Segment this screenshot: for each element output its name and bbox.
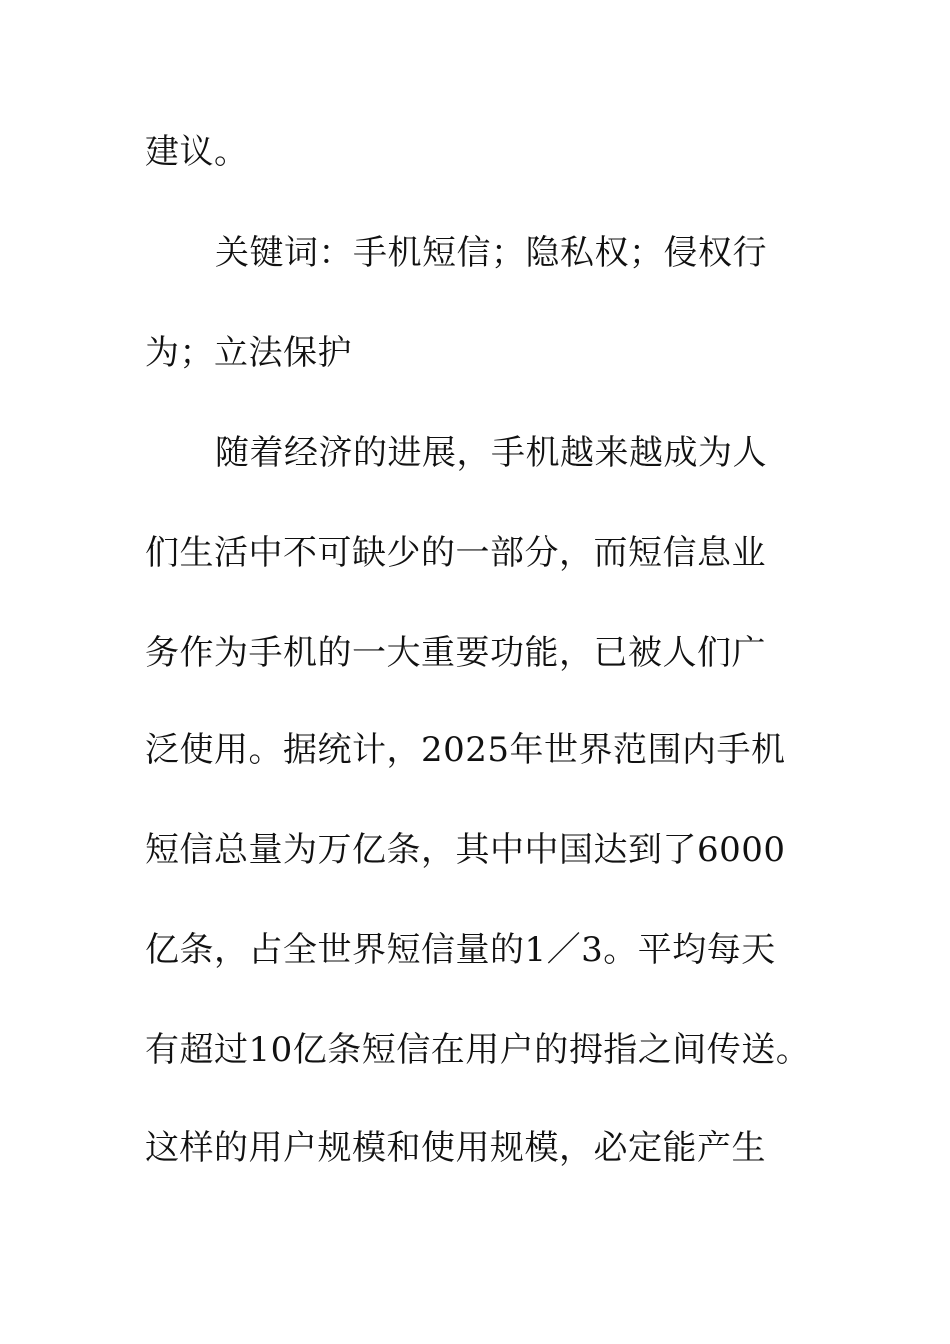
paragraph-line-6: 亿条，占全世界短信量的1／3。平均每天 xyxy=(145,930,776,970)
paragraph-line-2: 们生活中不可缺少的一部分，而短信息业 xyxy=(145,533,766,573)
paragraph-line-7: 有超过10亿条短信在用户的拇指之间传送。 xyxy=(145,1030,811,1070)
keywords-line-2: 为；立法保护 xyxy=(145,333,352,373)
paragraph-line-4: 泛使用。据统计，2025年世界范围内手机 xyxy=(145,730,786,770)
keywords-line-1: 关键词：手机短信；隐私权；侵权行 xyxy=(215,233,767,273)
paragraph-line-3: 务作为手机的一大重要功能，已被人们广 xyxy=(145,633,766,673)
paragraph-line-1: 随着经济的进展，手机越来越成为人 xyxy=(215,433,767,473)
text-line-1: 建议。 xyxy=(145,132,249,172)
paragraph-line-8: 这样的用户规模和使用规模，必定能产生 xyxy=(145,1128,766,1168)
paragraph-line-5: 短信总量为万亿条，其中中国达到了6000 xyxy=(145,830,786,870)
